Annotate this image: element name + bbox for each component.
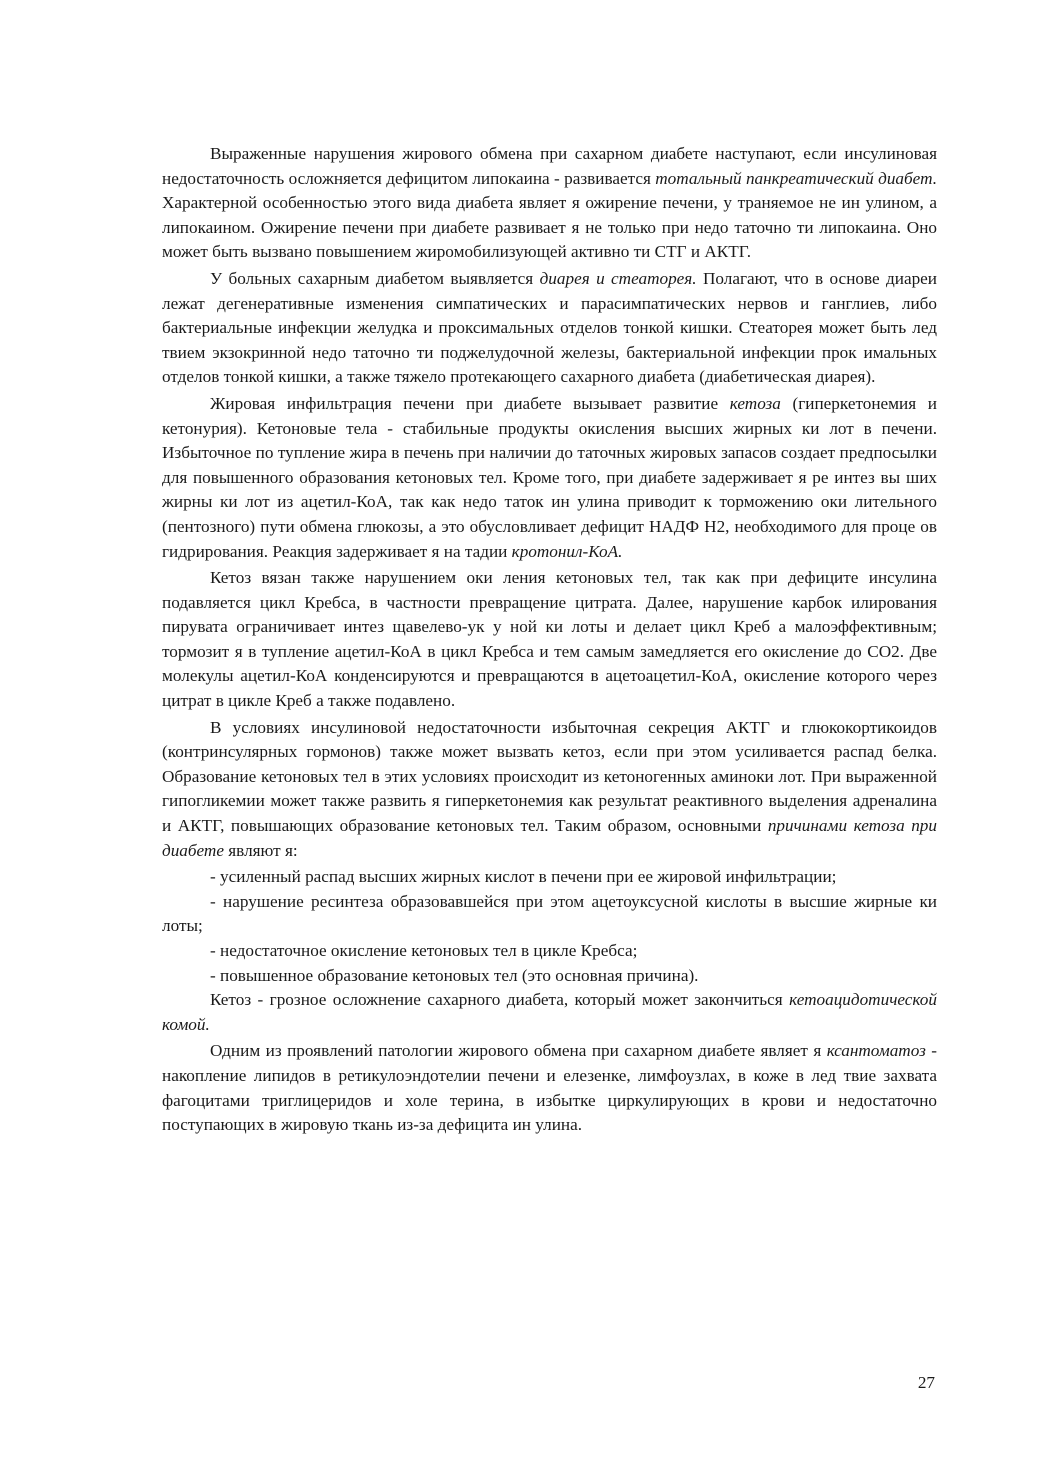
page-body [162, 142, 937, 1140]
italic-term: кетоацидотической комой. [162, 990, 937, 1034]
text-run: Одним из проявлений патологии жирового обмена при сахарном диабете являет я [210, 1041, 827, 1061]
italic-term: тотальный панкреатический диабет. [655, 168, 937, 188]
text-run: Характерной особенностью этого вида диабета являет я ожирение печени, у траняемое не ин улином, а липокаином. Ожирение печени при диабете развивает я не только при недо таточно ти липокаина. Оно может быть вызвано повышением жиромобилизующей активно ти СТГ и АКТГ. [162, 193, 937, 262]
paragraph [162, 392, 937, 564]
text-run: В условиях инсулиновой недостаточности избыточная секреция АКТГ и глюкокортикоидов (контринсулярных гормонов) также может вызвать кетоз, если при этом усиливается распад белка. Образование кетоновых тел в этих условиях происходит из кетоногенных аминоки лот. При выраженной гипогликемии может также развить я гиперкетонемия как результат реактивного выделения адреналина и АКТГ, повышающих образование кетоновых тел. Таким образом, основными [162, 717, 937, 836]
italic-term: диарея и стеаторея. [539, 268, 697, 288]
text-run: являют я: [223, 840, 298, 860]
text-run: - накопление липидов в ретикулоэндотелии печени и елезенке, лимфоузлах, в коже в лед твие захвата фагоцитами триглицеридов и холе терина, в избытке циркулирующих в крови и недостаточно поступающих в жировую ткань из-за дефицита ин улина. [162, 1041, 937, 1135]
paragraph [162, 1039, 937, 1137]
paragraph [162, 142, 937, 265]
text-run: - усиленный распад высших жирных кислот в печени при ее жировой инфильтрации; [210, 867, 837, 887]
list-item [162, 939, 937, 964]
list-item [162, 964, 937, 989]
paragraph [162, 988, 937, 1037]
page-number: 27 [917, 1373, 935, 1392]
italic-term: кетоза [729, 393, 781, 413]
text-run: Выраженные нарушения жирового обмена при сахарном диабете наступают, если инсулиновая недостаточность осложняется дефицитом липокаина - развивается [162, 144, 937, 188]
paragraph [162, 566, 937, 714]
text-run: Полагают, что в основе диареи лежат дегенеративные изменения симпатических и парасимпатических нервов и ганглиев, либо бактериальные инфекции желудка и проксимальных отделов тонкой кишки. Стеаторея может быть лед твием экзокринной недо таточно ти поджелудочной железы, бактериальной инфекции прок имальных отделов тонкой кишки, а также тяжело протекающего сахарного диабета (диабетическая диарея). [162, 268, 937, 387]
paragraph [162, 716, 937, 864]
text-run: - нарушение ресинтеза образовавшейся при этом ацетоуксусной кислоты в высшие жирные ки лоты; [162, 891, 937, 936]
list-item [162, 865, 937, 890]
text-run: Кетоз - грозное осложнение сахарного диабета, который может закончиться [210, 990, 790, 1010]
italic-term: причинами кетоза при диабете [162, 816, 937, 860]
italic-term: кротонил-КоА. [511, 541, 623, 561]
text-run: Жировая инфильтрация печени при диабете вызывает развитие [210, 393, 730, 413]
text-run: (гиперкетонемия и кетонурия). Кетоновые тела - стабильные продукты окисления высших жирных ки лот в печени. Избыточное по тупление жира в печень при наличии до таточных жировых запасов создает предпосылки для повышенного образования кетоновых тел. Кроме того, при диабете задерживает я ре интез вы ших жирны ки лот из ацетил-КоА, так как недо таток ин улина приводит к торможению оки лительного (пентозного) пути обмена глюкозы, а это обусловливает дефицит НАДФ Н2, необходимого для проце ов гидрирования. Реакция задерживает я на тадии [162, 393, 937, 561]
list-item [162, 890, 937, 939]
text-run: Кетоз вязан также нарушением оки ления кетоновых тел, так как при дефиците инсулина подавляется цикл Кребса, в частности превращение цитрата. Далее, нарушение карбок илирования пирувата ограничивает интез щавелево-ук у ной ки лоты и делает цикл Креб а малоэффективным; тормозит я в тупление ацетил-КоА в цикл Кребса и тем самым замедляется его окисление до СО2. Две молекулы ацетил-КоА конденсируются и превращаются в ацетоацетил-КоА, окисление которого через цитрат в цикле Креб а также подавлено. [162, 568, 937, 711]
text-run: - повышенное образование кетоновых тел (это основная причина). [210, 965, 699, 985]
italic-term: ксантоматоз [826, 1041, 926, 1061]
text-run: У больных сахарным диабетом выявляется [210, 268, 540, 288]
paragraph [162, 267, 937, 390]
text-run: - недостаточное окисление кетоновых тел в цикле Кребса; [210, 941, 638, 960]
